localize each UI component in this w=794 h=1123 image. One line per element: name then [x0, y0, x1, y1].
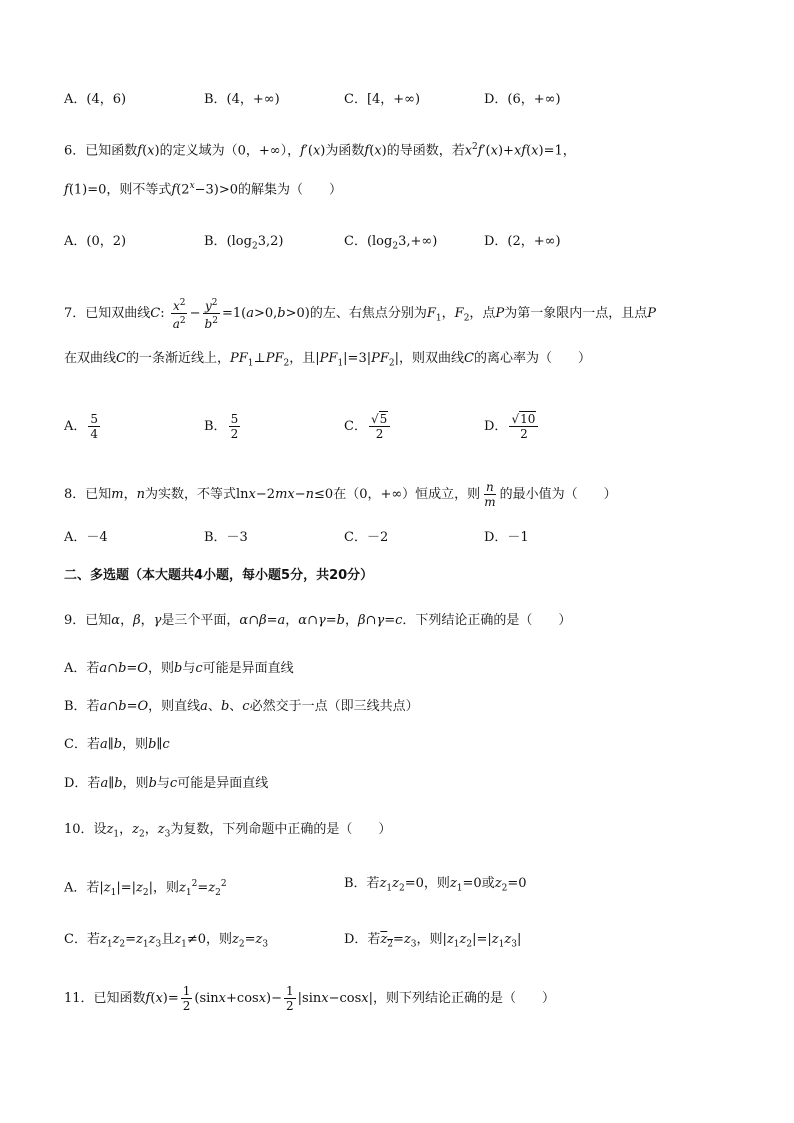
q9-option-a: A．若a∩b=O，则b与c可能是异面直线 — [64, 661, 294, 676]
q6-text: ，则不等式 — [106, 182, 172, 198]
q6-option-a: A．(0，2) — [64, 234, 127, 249]
q8-option-c: C．－2 — [344, 530, 389, 545]
q11-stem: 11．已知函数f(x)= $\frac{1}{2}$ (sinx+cosx)− $\frac{1}{2}$ |sinx−cosx|，则下列结论正确的是（ ） — [64, 984, 555, 1013]
q7-option-b: B． $\frac{5}{2}$ — [204, 412, 239, 441]
q5-option-b: B．(4，+∞) — [204, 92, 280, 107]
q6-option-c: C．$(\log_23,+\infty)$ — [344, 234, 438, 252]
q7-option-c: C． $\frac{√5}{2}$ — [344, 412, 392, 441]
q10-option-d: D．若$z_2=z_3$，则$|z_1z_2|=|z_1z_3|$ — [344, 932, 522, 950]
q7-stem-line2: 在双曲线C的一条渐近线上，$PF_1\perp PF_2$，且$|PF_1|=3|PF_2|$，则双曲线C的离心率为（ ） — [64, 351, 591, 369]
q6-option-b: B．$(\log_23,2)$ — [204, 234, 284, 252]
q10-stem: 10．设$z_1$，$z_2$，$z_3$为复数，下列命题中正确的是（ ） — [64, 822, 392, 840]
q8-option-d: D．－1 — [484, 530, 529, 545]
q9-stem: 9．已知α，β，γ是三个平面，α∩β=a，α∩γ=b，β∩γ=c．下列结论正确的是（ ） — [64, 613, 572, 628]
q10-option-a: A．若$|z_1|=|z_2|$，则$z_1^2=z_2^2$ — [64, 879, 227, 898]
q5-option-c: C．[4，+∞) — [344, 92, 421, 107]
q7-option-d: D． $\frac{√10}{2}$ — [484, 412, 540, 441]
q9-option-c: C．若a∥b，则b∥c — [64, 737, 170, 752]
q6-text: 为函数 — [325, 143, 365, 159]
q6-text: 的导函数，若 — [386, 143, 465, 159]
section-heading: 二、多选题（本大题共4小题，每小题5分，共20分） — [64, 568, 374, 583]
q5-option-a: A．(4，6) — [64, 92, 127, 107]
q7-stem-line1: 7．已知双曲线C: $\frac{x^2}{a^2}$ − $\frac{y^2}{b^2}$ =1(a>0,b>0)的左、右焦点分别为$F_1$，$F_2$，点P为第一象限内一点，且点P — [64, 298, 656, 331]
q8-option-a: A．－4 — [64, 530, 108, 545]
q6-option-d: D．(2，+∞) — [484, 234, 561, 249]
q9-option-d: D．若a∥b，则b与c可能是异面直线 — [64, 776, 269, 791]
q9-option-b: B．若a∩b=O，则直线a、b、c必然交于一点（即三线共点） — [64, 699, 419, 714]
q6-stem-line2: f(1)=0，则不等式$f(2^x-3)>0$的解集为（ ） — [64, 181, 343, 198]
q8-stem: 8．已知m，n为实数，不等式lnx−2mx−n≤0在（0，+∞）恒成立，则 $\frac{n}{m}$ 的最小值为（ ） — [64, 480, 617, 509]
q6-text: 的解集为（ ） — [238, 182, 343, 198]
q10-option-c: C．若$z_1z_2=z_1z_3$且$z_1\ne 0$，则$z_2=z_3$ — [64, 932, 269, 950]
q10-option-b: B．若$z_1z_2=0$，则$z_1=0$或$z_2=0$ — [344, 876, 527, 894]
q8-option-b: B．－3 — [204, 530, 248, 545]
q6-stem-line1: 6．已知函数f(x)的定义域为（0，+∞），f′(x)为函数f(x)的导函数，若$x^2f'(x)+xf(x)=1$， — [64, 142, 576, 159]
q7-option-a: A． $\frac{5}{4}$ — [64, 412, 99, 441]
q5-option-d: D．(6，+∞) — [484, 92, 561, 107]
q6-text: 6．已知函数 — [64, 143, 138, 159]
q6-text: 的定义域为（0，+∞）， — [159, 143, 301, 159]
